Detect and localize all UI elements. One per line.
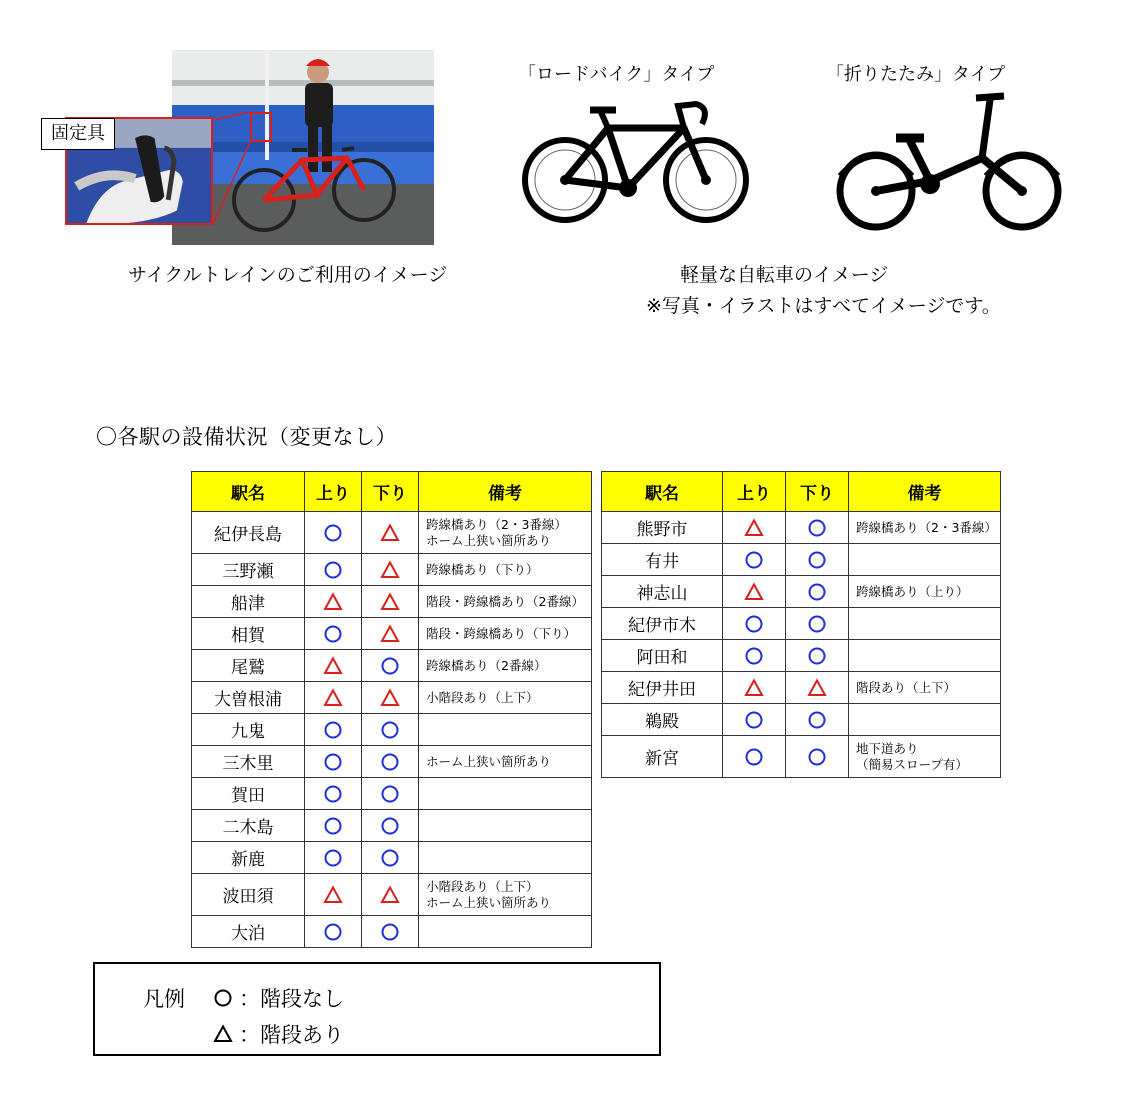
station-name: 尾鷲 [192,650,305,682]
status-up [305,746,362,778]
table-row [602,704,1001,736]
station-name: 船津 [192,586,305,618]
triangle-icon [322,884,344,906]
circle-icon [743,645,765,667]
triangle-icon [322,591,344,613]
table-row [192,810,592,842]
remark-line: 小階段あり（上下） [426,689,539,705]
station-name: 大泊 [192,916,305,948]
station-name: 神志山 [602,576,723,608]
status-down [362,874,419,916]
image-note: ※写真・イラストはすべてイメージです。 [646,295,1001,317]
circle-icon [322,751,344,773]
table-row [192,778,592,810]
circle-icon [379,921,401,943]
table-row [192,746,592,778]
station-remarks [419,810,592,842]
table-row [602,544,1001,576]
fixture-label: 固定具 [41,118,115,150]
table-row [192,650,592,682]
table-row [192,842,592,874]
status-up [305,618,362,650]
status-down [362,554,419,586]
remark-line: 階段・跨線橋あり（2番線） [426,593,584,609]
status-down [362,618,419,650]
legend-item-stairs [213,1019,344,1049]
circle-icon [806,613,828,635]
remark-line: 跨線橋あり（2・3番線） [426,516,567,532]
circle-icon [806,549,828,571]
status-up [723,576,786,608]
circle-icon [322,522,344,544]
station-remarks [849,704,1001,736]
circle-icon [379,783,401,805]
circle-icon [322,623,344,645]
status-down [786,704,849,736]
station-remarks [419,618,592,650]
circle-icon [743,709,765,731]
remark-line: ホーム上狭い箇所あり [426,894,552,910]
status-up [305,554,362,586]
circle-icon [806,709,828,731]
table-row [192,916,592,948]
station-name: 新宮 [602,736,723,778]
status-up [723,608,786,640]
table-row [192,874,592,916]
table-row [602,576,1001,608]
status-up [305,512,362,554]
triangle-icon [379,884,401,906]
header-remarks: 備考 [419,472,592,512]
triangle-icon [322,655,344,677]
triangle-icon [743,517,765,539]
status-down [362,810,419,842]
station-name: 賀田 [192,778,305,810]
table-row [602,640,1001,672]
lightweight-bike-caption: 軽量な自転車のイメージ [680,264,889,286]
header-down: 下り [786,472,849,512]
status-down [362,714,419,746]
station-name: 新鹿 [192,842,305,874]
table-row [602,512,1001,544]
station-table-left [191,471,592,948]
legend-title: 凡例 [143,987,185,1011]
status-up [723,736,786,778]
station-remarks [849,512,1001,544]
station-remarks [419,512,592,554]
header-station-name: 駅名 [192,472,305,512]
folding-bike-title: 「折りたたみ」タイプ [826,64,1006,85]
legend-text: ：階段あり [239,1023,344,1047]
status-up [723,704,786,736]
circle-icon [379,719,401,741]
section-title: 〇各駅の設備状況（変更なし） [96,425,397,449]
triangle-icon [213,1024,233,1044]
header-up: 上り [723,472,786,512]
triangle-icon [379,559,401,581]
circle-icon [806,746,828,768]
remark-line: ホーム上狭い箇所あり [426,753,552,769]
circle-icon [379,815,401,837]
table-header-row [602,472,1001,512]
status-down [786,736,849,778]
status-down [786,512,849,544]
station-name: 有井 [602,544,723,576]
station-remarks [849,736,1001,778]
header-remarks: 備考 [849,472,1001,512]
status-up [305,810,362,842]
status-down [786,544,849,576]
circle-icon [743,613,765,635]
triangle-icon [806,677,828,699]
train-usage-caption: サイクルトレインのご利用のイメージ [128,264,448,286]
status-up [305,650,362,682]
remark-line: 跨線橋あり（上り） [856,583,969,599]
status-down [362,586,419,618]
remark-line: 跨線橋あり（下り） [426,561,539,577]
station-remarks [419,650,592,682]
triangle-icon [743,581,765,603]
status-up [723,640,786,672]
station-name: 紀伊井田 [602,672,723,704]
circle-icon [806,517,828,539]
station-remarks [419,874,592,916]
triangle-icon [379,623,401,645]
triangle-icon [379,591,401,613]
status-up [723,544,786,576]
station-table-right [601,471,1001,778]
station-name: 紀伊市木 [602,608,723,640]
circle-icon [806,581,828,603]
status-down [786,608,849,640]
station-remarks [419,554,592,586]
station-remarks [419,746,592,778]
remark-line: 小階段あり（上下） [426,878,539,894]
circle-icon [379,751,401,773]
status-down [362,682,419,714]
circle-icon [322,559,344,581]
header-up: 上り [305,472,362,512]
triangle-icon [322,687,344,709]
station-remarks [849,608,1001,640]
fixture-marker [250,112,272,142]
table-header-row [192,472,592,512]
station-remarks [419,682,592,714]
remark-line: 跨線橋あり（2・3番線） [856,519,997,535]
circle-icon [322,921,344,943]
station-name: 二木島 [192,810,305,842]
remark-line: ホーム上狭い箇所あり [426,532,552,548]
folding-bike-icon [832,86,1066,236]
station-remarks [419,778,592,810]
circle-icon [743,746,765,768]
station-remarks [849,672,1001,704]
road-bike-title: 「ロードバイク」タイプ [518,64,715,85]
remark-line: 跨線橋あり（2番線） [426,657,547,673]
table-row [192,618,592,650]
legend-text: ：階段なし [239,987,344,1011]
status-down [786,672,849,704]
circle-icon [743,549,765,571]
status-down [362,650,419,682]
circle-icon [322,719,344,741]
circle-icon [322,783,344,805]
station-name: 波田須 [192,874,305,916]
status-up [305,842,362,874]
remark-line: 階段・跨線橋あり（下り） [426,625,577,641]
circle-icon [213,988,233,1008]
status-up [305,916,362,948]
table-row [192,512,592,554]
circle-icon [322,847,344,869]
status-down [362,512,419,554]
circle-icon [322,815,344,837]
status-down [362,842,419,874]
remark-line: 階段あり（上下） [856,679,957,695]
circle-icon [379,655,401,677]
station-remarks [849,576,1001,608]
remark-line: 地下道あり [856,740,919,756]
station-name: 三木里 [192,746,305,778]
station-name: 熊野市 [602,512,723,544]
status-up [305,586,362,618]
station-name: 阿田和 [602,640,723,672]
header-station-name: 駅名 [602,472,723,512]
legend-item-no-stairs [213,983,344,1013]
station-name: 大曽根浦 [192,682,305,714]
table-row [192,586,592,618]
status-down [362,778,419,810]
station-remarks [419,586,592,618]
station-remarks [419,842,592,874]
table-row [192,714,592,746]
triangle-icon [379,522,401,544]
circle-icon [379,847,401,869]
station-name: 相賀 [192,618,305,650]
status-up [723,512,786,544]
status-up [723,672,786,704]
triangle-icon [743,677,765,699]
status-down [786,576,849,608]
status-up [305,778,362,810]
status-down [362,746,419,778]
station-remarks [419,916,592,948]
table-row [192,554,592,586]
station-name: 紀伊長島 [192,512,305,554]
table-row [602,736,1001,778]
remark-line: （簡易スロープ有） [856,756,968,772]
triangle-icon [379,687,401,709]
header-down: 下り [362,472,419,512]
station-name: 三野瀬 [192,554,305,586]
status-up [305,714,362,746]
road-bike-icon [520,98,752,228]
circle-icon [806,645,828,667]
legend-box [93,962,661,1056]
station-remarks [419,714,592,746]
status-up [305,874,362,916]
station-remarks [849,544,1001,576]
table-row [602,608,1001,640]
table-row [192,682,592,714]
station-name: 九鬼 [192,714,305,746]
station-remarks [849,640,1001,672]
table-row [602,672,1001,704]
station-name: 鵜殿 [602,704,723,736]
status-down [786,640,849,672]
status-down [362,916,419,948]
status-up [305,682,362,714]
